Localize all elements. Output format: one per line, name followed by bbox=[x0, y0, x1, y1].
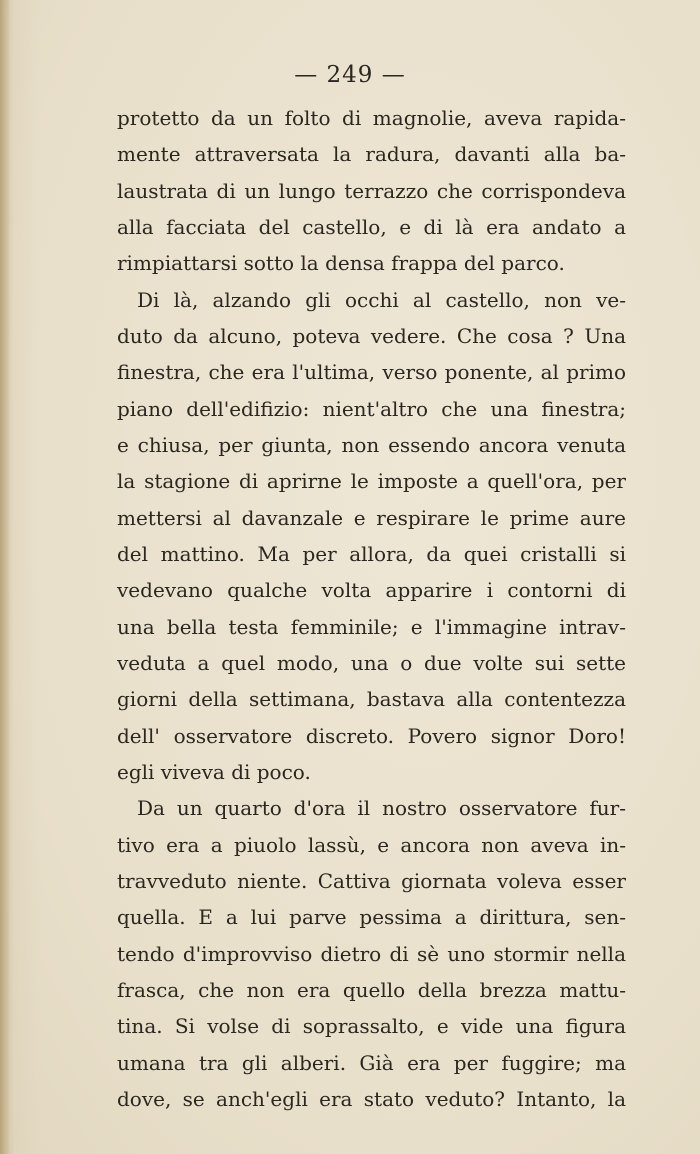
text-line: Di là, alzando gli occhi al castello, non ve- bbox=[137, 287, 626, 312]
text-line: vedevano qualche volta apparire i contorni di bbox=[117, 578, 626, 603]
text-line: egli viveva di poco. bbox=[117, 759, 311, 784]
text-line: rimpiattarsi sotto la densa frappa del parco. bbox=[117, 251, 565, 276]
page-number: — 249 — bbox=[294, 62, 406, 88]
text-line: mente attraversata la radura, davanti alla ba- bbox=[117, 142, 626, 167]
text-line: tina. Si volse di soprassalto, e vide una figura bbox=[117, 1014, 626, 1039]
text-line: piano dell'edifizio: nient'altro che una finestra; bbox=[117, 396, 626, 421]
text-line: veduta a quel modo, una o due volte sui sette bbox=[117, 650, 626, 675]
text-line: giorni della settimana, bastava alla contentezza bbox=[117, 687, 626, 712]
text-line: dell' osservatore discreto. Povero signor Doro! bbox=[117, 723, 626, 748]
text-line: mettersi al davanzale e respirare le prime aure bbox=[117, 505, 626, 530]
text-line: tendo d'improvviso dietro di sè uno stormir nella bbox=[117, 941, 626, 966]
text-line: una bella testa femminile; e l'immagine intrav- bbox=[117, 614, 626, 639]
body-text bbox=[117, 100, 626, 1117]
text-line: travveduto niente. Cattiva giornata voleva esser bbox=[117, 868, 626, 893]
text-line: e chiusa, per giunta, non essendo ancora venuta bbox=[117, 432, 626, 457]
text-line: quella. E a lui parve pessima a dirittura, sen- bbox=[117, 905, 626, 930]
text-line: duto da alcuno, poteva vedere. Che cosa ? Una bbox=[117, 323, 626, 348]
text-line: tivo era a piuolo lassù, e ancora non aveva in- bbox=[117, 832, 626, 857]
text-line: frasca, che non era quello della brezza mattu- bbox=[117, 977, 626, 1002]
text-line: Da un quarto d'ora il nostro osservatore fur- bbox=[137, 796, 626, 821]
text-line: la stagione di aprirne le imposte a quell'ora, per bbox=[117, 469, 626, 494]
text-line: dove, se anch'egli era stato veduto? Intanto, la bbox=[117, 1086, 626, 1111]
text-line: protetto da un folto di magnolie, aveva rapida- bbox=[117, 106, 626, 130]
text-line: laustrata di un lungo terrazzo che corrispondeva bbox=[117, 178, 626, 203]
text-line: finestra, che era l'ultima, verso ponente, al primo bbox=[117, 360, 626, 385]
text-line: alla facciata del castello, e di là era andato a bbox=[117, 214, 626, 239]
text-line: umana tra gli alberi. Già era per fuggire; ma bbox=[117, 1050, 626, 1075]
page-spine-edge bbox=[0, 0, 10, 1154]
text-line: del mattino. Ma per allora, da quei cristalli si bbox=[117, 541, 626, 566]
